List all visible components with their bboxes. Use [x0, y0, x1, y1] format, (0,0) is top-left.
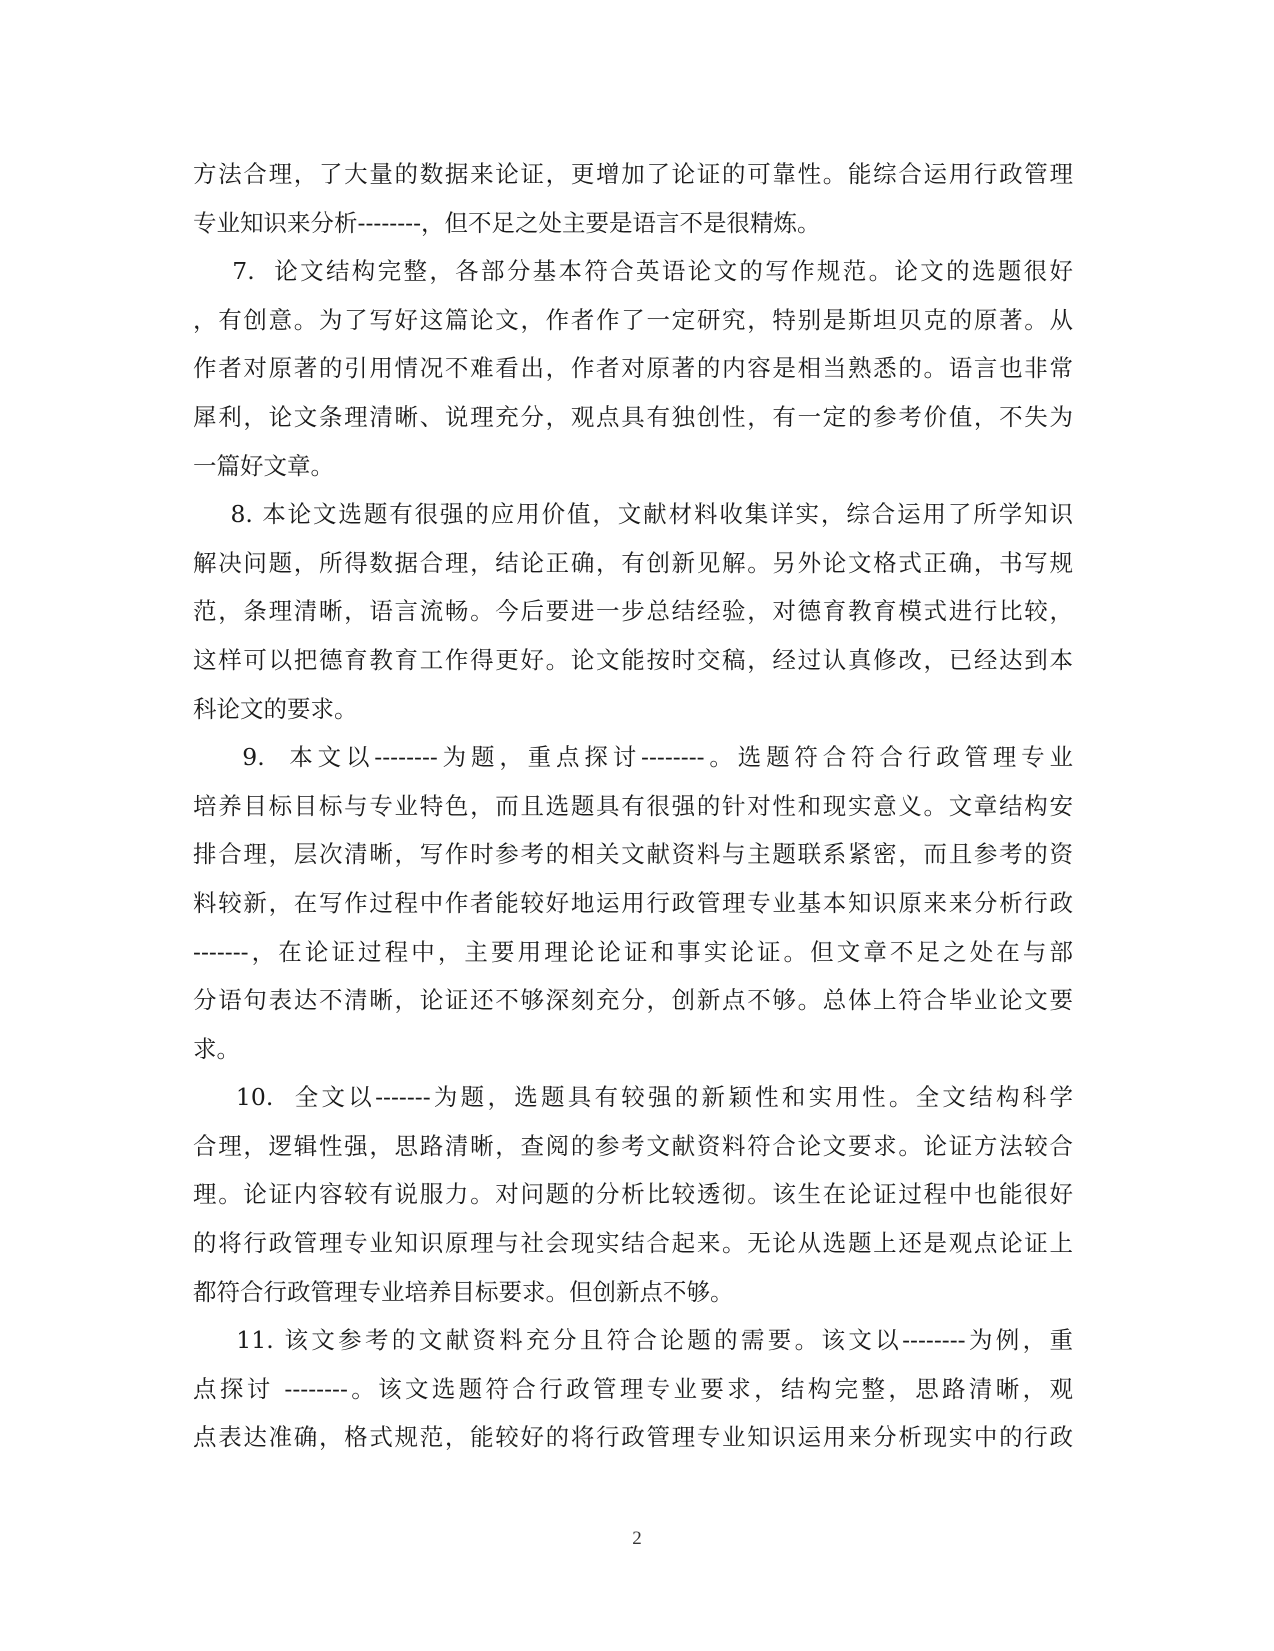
text-line: 专业知识来分析--------，但不足之处主要是语言不是很精炼。: [193, 208, 821, 237]
text-line: 料较新，在写作过程中作者能较好地运用行政管理专业基本知识原来来分析行政: [193, 888, 1073, 917]
text-line: 方法合理，了大量的数据来论证，更增加了论证的可靠性。能综合运用行政管理: [193, 160, 1073, 188]
text-line: 点探讨 --------。该文选题符合行政管理专业要求，结构完整，思路清晰，观: [193, 1374, 1073, 1403]
text-line: 这样可以把德育教育工作得更好。论文能按时交稿，经过认真修改，已经达到本: [193, 645, 1073, 674]
text-line: 的将行政管理专业知识原理与社会现实结合起来。无论从选题上还是观点论证上: [193, 1229, 1073, 1258]
text-line: 范，条理清晰，语言流畅。今后要进一步总结经验，对德育教育模式进行比较，: [193, 597, 1073, 626]
text-line: 作者对原著的引用情况不难看出，作者对原著的内容是相当熟悉的。语言也非常: [193, 354, 1073, 383]
text-line: 点表达准确，格式规范，能较好的将行政管理专业知识运用来分析现实中的行政: [193, 1423, 1073, 1452]
page-number: 2: [632, 1528, 642, 1549]
text-line: 一篇好文章。: [193, 451, 334, 480]
text-line: ，有创意。为了写好这篇论文，作者作了一定研究，特别是斯坦贝克的原著。从: [193, 305, 1073, 334]
text-line: 10. 全文以-------为题，选题具有较强的新颖性和实用性。全文结构科学: [193, 1083, 1073, 1112]
text-line: 8. 本论文选题有很强的应用价值，文献材料收集详实，综合运用了所学知识: [193, 500, 1073, 529]
text-line: 犀利，论文条理清晰、说理充分，观点具有独创性，有一定的参考价值，不失为: [193, 402, 1073, 431]
text-line: -------，在论证过程中，主要用理论论证和事实论证。但文章不足之处在与部: [193, 937, 1073, 966]
text-line: 分语句表达不清晰，论证还不够深刻充分，创新点不够。总体上符合毕业论文要: [193, 986, 1073, 1015]
body-text: [193, 150, 1073, 1462]
text-line: 11. 该文参考的文献资料充分且符合论题的需要。该文以--------为例，重: [193, 1326, 1073, 1355]
text-line: 求。: [193, 1034, 240, 1063]
text-line: 解决问题，所得数据合理，结论正确，有创新见解。另外论文格式正确，书写规: [193, 548, 1073, 577]
text-line: 培养目标目标与专业特色，而且选题具有很强的针对性和现实意义。文章结构安: [193, 791, 1073, 820]
text-line: 9. 本文以--------为题，重点探讨--------。选题符合符合行政管理专业: [193, 743, 1073, 772]
text-line: 科论文的要求。: [193, 694, 358, 723]
text-line: 理。论证内容较有说服力。对问题的分析比较透彻。该生在论证过程中也能很好: [193, 1180, 1073, 1209]
text-line: 都符合行政管理专业培养目标要求。但创新点不够。: [193, 1277, 734, 1306]
text-line: 排合理，层次清晰，写作时参考的相关文献资料与主题联系紧密，而且参考的资: [193, 840, 1073, 869]
text-line: 合理，逻辑性强，思路清晰，查阅的参考文献资料符合论文要求。论证方法较合: [193, 1131, 1073, 1160]
text-line: 7. 论文结构完整，各部分基本符合英语论文的写作规范。论文的选题很好: [193, 257, 1073, 286]
